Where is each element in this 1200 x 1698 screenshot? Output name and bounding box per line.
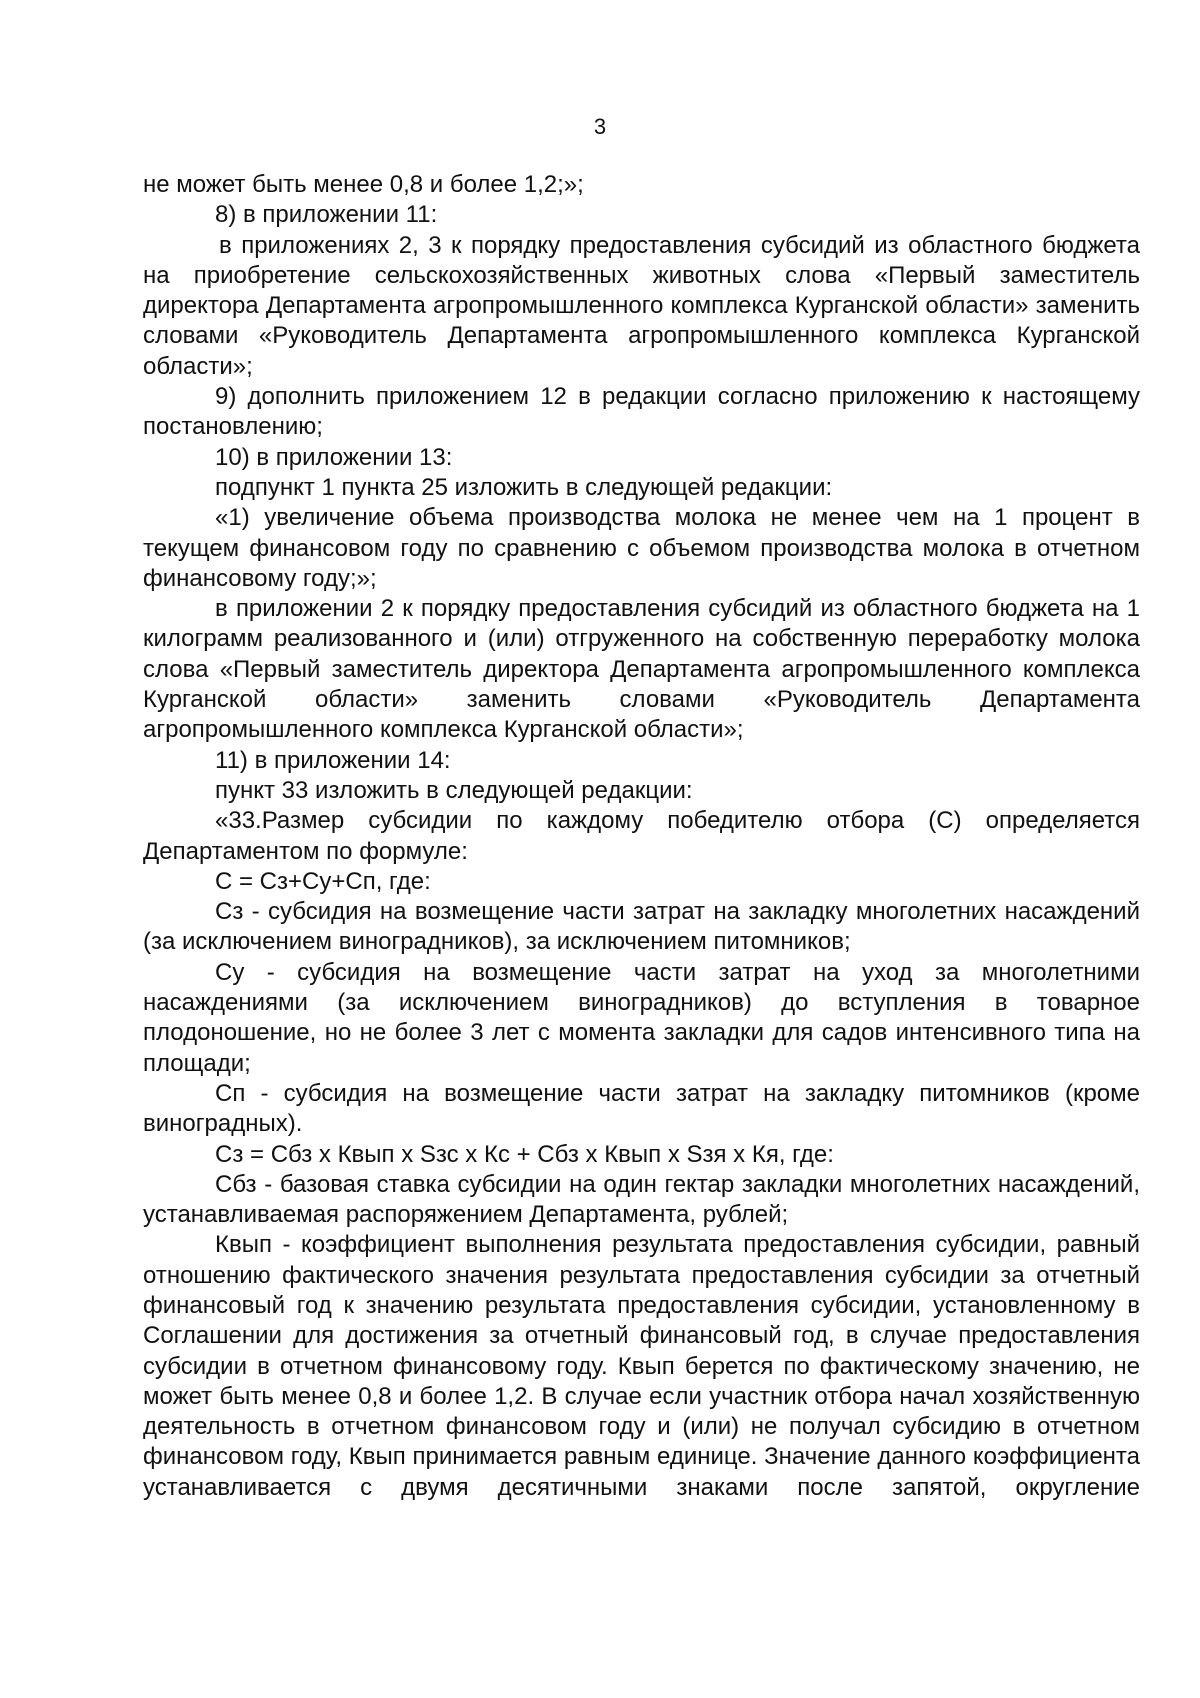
paragraph-item-8: 8) в приложении 11: — [215, 201, 438, 229]
paragraph-milk-increase: «1) увеличение объема производства молока не менее чем на 1 процент в текущем финансовом году по сравнению с объемом производства молока в отчетном финансовому году;»; — [143, 504, 1140, 592]
paragraph-item-11: 11) в приложении 14: — [215, 746, 451, 774]
definition-sp: Сп - субсидия на возмещение части затрат на закладку питомников (кроме виноградных). — [143, 1079, 1140, 1138]
page-number: 3 — [593, 114, 607, 139]
paragraph-continuation: не может быть менее 0,8 и более 1,2;»; — [143, 171, 584, 198]
paragraph-subitem-instruction: подпункт 1 пункта 25 изложить в следующей редакции: — [215, 473, 833, 501]
formula-total-subsidy: С = Сз+Су+Сп, где: — [215, 867, 431, 895]
formula-sz: Сз = Сбз х Квып х Sзс х Кс + Сбз х Квып х Sзя х Кя, где: — [215, 1140, 834, 1168]
definition-su: Су - субсидия на возмещение части затрат на уход за многолетними насаждениями (за исключением виноградников) до вступления в товарное плодоношение, но не более 3 лет с момента закладки для садов интенсивного типа на площади; — [143, 958, 1140, 1077]
definition-sbz: Сбз - базовая ставка субсидии на один гектар закладки многолетних насаждений, устанавливаемая распоряжением Департамента, рублей; — [143, 1170, 1140, 1229]
paragraph-subsidy-size: «33.Размер субсидии по каждому победителю отбора (С) определяется Департаментом по формуле: — [143, 807, 1140, 865]
paragraph-point-33-instruction: пункт 33 изложить в следующей редакции: — [215, 776, 693, 804]
paragraph-item-10: 10) в приложении 13: — [215, 443, 453, 471]
paragraph-item-9: 9) дополнить приложением 12 в редакции согласно приложению к настоящему постановлению; — [143, 383, 1140, 441]
paragraph-appendix-11-change: в приложениях 2, 3 к порядку предоставления субсидий из областного бюджета на приобретение сельскохозяйственных животных слова «Первый заместитель директора Департамента агропромышленного комплекса Курганской области» заменить словами «Руководитель Департамента агропромышленного комплекса Курганской области»; — [143, 231, 1140, 380]
definition-kvyp: Квып - коэффициент выполнения результата предоставления субсидии, равный отношению фактического значения результата предоставления субсидии за отчетный финансовый год к значению результата предоставления субсидии, установленному в Соглашении для достижения за отчетный финансовый год, в случае предоставления субсидии в отчетном финансовому году. Квып берется по фактическому значению, не может быть менее 0,8 и более 1,2. В случае если участник отбора начал хозяйственную деятельность в отчетном финансовом году и (или) не получал субсидию в отчетном финансовом году, Квып принимается равным единице. Значение данного коэффициента устанавливается с двумя десятичными знаками после запятой, округление — [143, 1231, 1140, 1501]
paragraph-appendix-2-change: в приложении 2 к порядку предоставления субсидий из областного бюджета на 1 килограмм реализованного и (или) отгруженного на собственную переработку молока слова «Первый заместитель директора Департамента агропромышленного комплекса Курганской области» заменить словами «Руководитель Департамента агропромышленного комплекса Курганской области»; — [143, 595, 1140, 744]
document-body — [143, 170, 1140, 1503]
definition-sz: Сз - субсидия на возмещение части затрат на закладку многолетних насаждений (за исключением виноградников), за исключением питомников; — [143, 898, 1140, 956]
